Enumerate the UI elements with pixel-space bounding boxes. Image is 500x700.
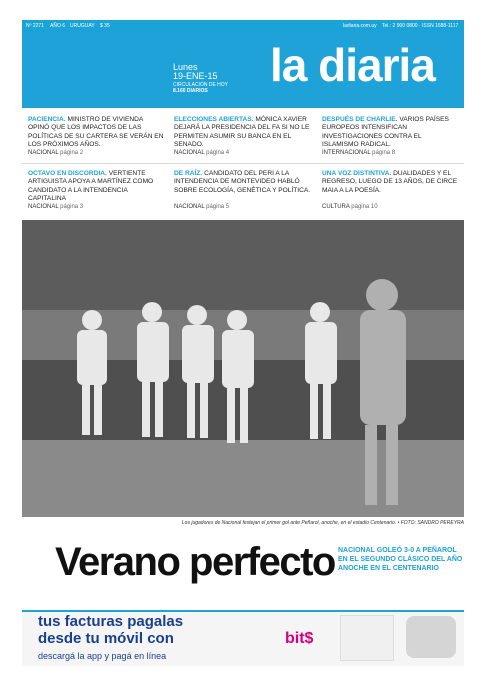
page-number: página 5: [206, 204, 230, 210]
story-4-head: OCTAVO EN DISCORDIA.: [28, 170, 107, 177]
page-number: página 8: [372, 150, 396, 156]
lead-photo: [22, 220, 464, 517]
story-2-section: [174, 150, 229, 156]
section-name: NACIONAL: [28, 150, 59, 156]
section-name: CULTURA: [322, 204, 350, 210]
story-2[interactable]: [174, 116, 311, 150]
edition-day: Lunes: [173, 62, 198, 72]
section-name: NACIONAL: [174, 150, 205, 156]
story-4-section: [28, 204, 83, 210]
story-4-body: VERTIENTE ARTIGUISTA APOYA A MARTÍNEZ COMO CANDIDATO A LA INTENDENCIA CAPITALINA: [28, 170, 154, 203]
contact-text: Tel.: 2 900 0800 · ISSN 1688-1117: [382, 23, 459, 29]
story-6-section: [322, 204, 378, 210]
photo-caption: Los jugadores de Nacional festejan el primer gol ante Peñarol, anoche, en el estadio Centenario. • FOTO: SANDRO PEREYRA: [181, 520, 464, 526]
ad-line-2: desde tu móvil con: [38, 630, 174, 647]
story-5-section: [174, 204, 229, 210]
masthead-strip: [22, 20, 464, 32]
page-number: página 3: [60, 204, 84, 210]
story-1[interactable]: [28, 116, 165, 150]
story-1-section: [28, 150, 83, 156]
ad-line-1: tus facturas pagalas: [38, 613, 184, 630]
story-1-body: MINISTRO DE VIVIENDA OPINÓ QUE LOS IMPACTOS DE LAS POLÍTICAS DE SU CARTERA SE VERÁN EN LOS PRÓXIMOS AÑOS.: [28, 116, 164, 149]
year-label: AÑO 6: [50, 23, 66, 29]
section-name: NACIONAL: [174, 204, 205, 210]
football-players-image: [22, 220, 464, 517]
page-number: página 2: [60, 150, 84, 156]
issue-number: Nº 2271: [26, 23, 44, 29]
story-1-head: PACIENCIA.: [28, 116, 66, 123]
page-number: página 10: [351, 204, 378, 210]
story-3-section: [322, 150, 395, 156]
story-3-body: VARIOS PAÍSES EUROPEOS INTENSIFICAN INVESTIGACIONES CONTRA EL ISLAMISMO RADICAL.: [322, 116, 449, 149]
story-2-head: ELECCIONES ABIERTAS.: [174, 116, 254, 123]
circulation-label: CIRCULACIÓN DE HOY: [173, 82, 229, 88]
story-2-body: MÓNICA XAVIER DEJARÁ LA PRESIDENCIA DEL FA SI NO LE PERMITEN ASUMIR SU BANCA EN EL SENADO.: [174, 116, 310, 149]
story-6-head: UNA VOZ DISTINTIVA.: [322, 170, 392, 177]
story-6[interactable]: [322, 170, 459, 195]
app-icon: [340, 615, 394, 661]
section-name: NACIONAL: [28, 204, 59, 210]
phone-icon: [406, 616, 456, 658]
story-4[interactable]: [28, 170, 165, 204]
lead-summary: NACIONAL GOLEÓ 3-0 A PEÑAROL EN EL SEGUNDO CLÁSICO DEL AÑO ANOCHE EN EL CENTENARIO: [338, 547, 463, 572]
price-label: $ 35: [100, 23, 110, 29]
site-link[interactable]: ladiaria.com.uy: [343, 23, 377, 29]
ad-brand: bit$: [285, 630, 314, 647]
country-label: URUGUAY: [70, 23, 95, 29]
story-5[interactable]: [174, 170, 311, 195]
page-number: página 4: [206, 150, 230, 156]
divider: [22, 163, 464, 164]
story-6-body: DUALIDADES Y EL REGRESO, LUEGO DE 13 AÑOS, DE CIRCE MAIA A LA POESÍA.: [322, 170, 458, 194]
section-name: INTERNACIONAL: [322, 150, 371, 156]
newspaper-logo: la diaria: [270, 39, 435, 91]
lead-headline: Verano perfecto: [55, 540, 335, 584]
ad-line-3: descargá la app y pagá en línea: [38, 651, 167, 661]
story-3-head: DESPUÉS DE CHARLIE.: [322, 116, 398, 123]
story-3[interactable]: [322, 116, 459, 150]
story-5-body: CANDIDATO DEL PERI A LA INTENDENCIA DE MONTEVIDEO HABLÓ SOBRE ECOLOGÍA, GENÉTICA Y POLÍTICA.: [174, 170, 311, 194]
circulation-value: 8.160 DIARIOS: [173, 88, 208, 94]
edition-date: 19-ENE-15: [173, 71, 218, 81]
story-5-head: DE RAÍZ.: [174, 170, 203, 177]
